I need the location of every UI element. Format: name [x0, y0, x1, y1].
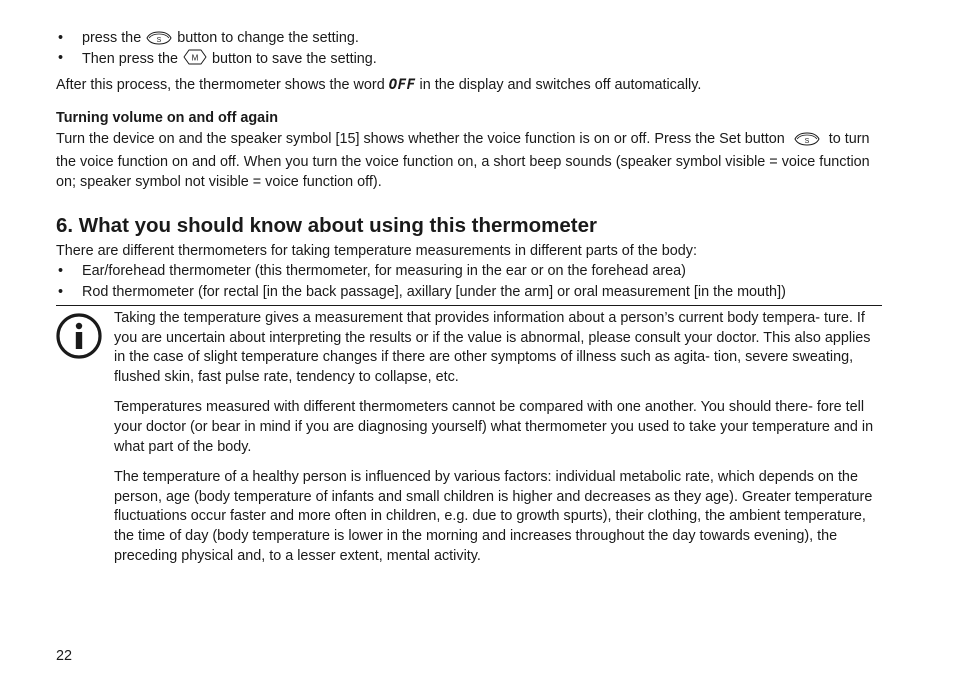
info-paragraph: The temperature of a healthy person is influenced by various factors: individual metabolic rate, which depends on the person, age (body temperature of infants and small children is higher and decreases as they age). Greater temperature fluctuations occur faster and more often in children, e.g. due to growth spurts), their clothing, the ambient temperature, the time of day (body temperature is lower in the morning and increases throughout the day towards evening), the preceding physical and, to a lesser extent, mental activity. [114, 469, 873, 564]
memory-button-letter: M [191, 53, 199, 63]
list-item [56, 28, 884, 48]
section-divider [56, 305, 882, 306]
section-intro: There are different thermometers for taking temperature measurements in different parts of the body: [56, 243, 697, 259]
bullet-text: button to save the setting. [212, 51, 377, 67]
set-button-icon [793, 132, 821, 152]
set-button-letter: S [804, 138, 810, 145]
display-off-word: OFF [388, 77, 416, 93]
bullet-text: Then press the [82, 51, 178, 67]
manual-page-content [56, 28, 884, 303]
memory-button-icon [182, 48, 208, 72]
list-item: • Rod thermometer (for rectal [in the back passage], axillary [under the arm] or oral measurement [in the mouth]) [56, 282, 884, 303]
list-item [56, 48, 884, 68]
list-item: • Ear/forehead thermometer (this thermometer, for measuring in the ear or on the forehead area) [56, 261, 884, 282]
bullet-list-top [56, 28, 884, 68]
set-button-letter: S [156, 37, 162, 44]
paragraph-text: to turn the voice function on and off. When you turn the voice function on, a short beep sounds (speaker symbol visible = voice function on; speaker symbol not visible = voice function off). [56, 131, 870, 190]
paragraph-text: After this process, the thermometer shows the word [56, 77, 385, 93]
section-title: 6. What you should know about using this thermometer [56, 214, 597, 237]
page-number: 22 [56, 648, 73, 664]
paragraph-text: in the display and switches off automatically. [419, 77, 702, 93]
volume-heading: Turning volume on and off again [56, 110, 278, 126]
paragraph-text: Turn the device on and the speaker symbol [15] shows whether the voice function is on or off. Press the Set button [56, 131, 785, 147]
volume-paragraph [56, 129, 884, 192]
bullet-text: button to change the setting. [177, 30, 359, 46]
thermometer-types-list [56, 261, 884, 303]
info-notice [114, 309, 884, 577]
bullet-text: press the [82, 30, 142, 46]
info-paragraph: Temperatures measured with different thermometers cannot be compared with one another. You should there- fore tell your doctor (or bear in mind if you are diagnosing yourself) what thermometer you used to take your temperature and in what part of the body. [114, 399, 874, 455]
info-icon [56, 313, 102, 359]
info-paragraph: Taking the temperature gives a measurement that provides information about a person’s current body tempera- ture. If you are uncertain about interpreting the results or if the value is abnormal, please consult your doctor. This also applies in the case of slight temperature changes if there are other symptoms of illness such as agita- tion, severe sweating, flushed skin, fast pulse rate, tendency to collapse, etc. [114, 310, 871, 385]
after-process-paragraph [56, 75, 884, 95]
